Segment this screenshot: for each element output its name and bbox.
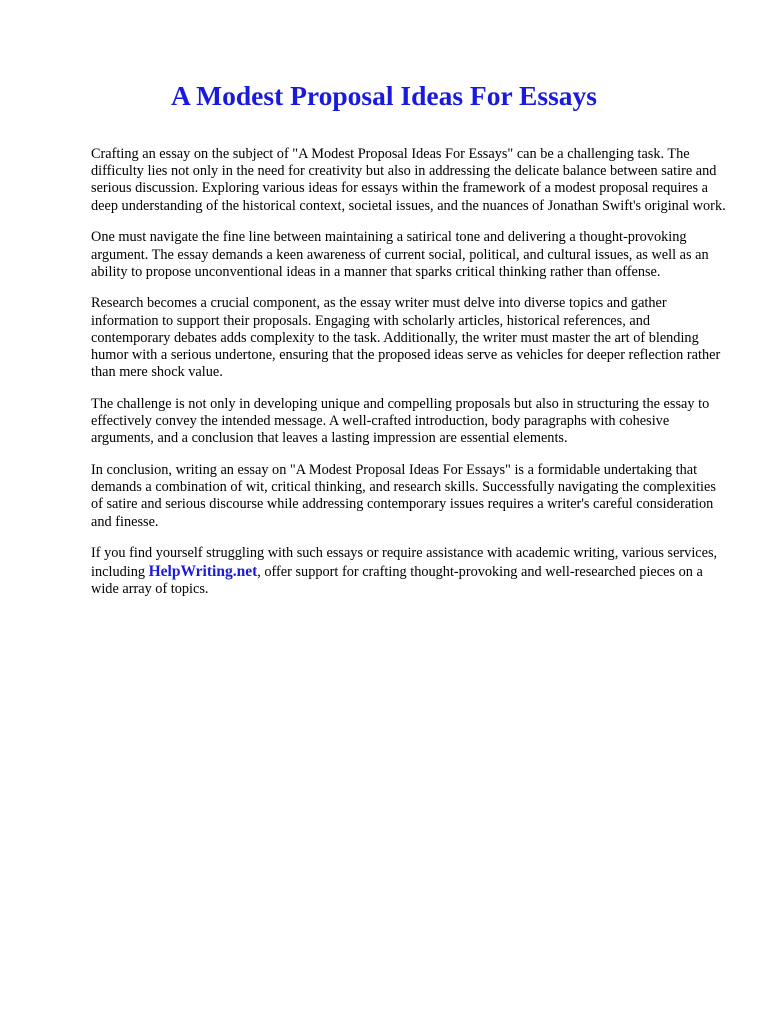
paragraph-2: One must navigate the fine line between maintaining a satirical tone and delivering a thought-provoking argument. The essay demands a keen awareness of current social, political, and cultural issues, as well as an ability to propose unconventional ideas in a manner that sparks critical thinking rather than offense. (91, 229, 709, 280)
paragraph-6 (91, 545, 731, 598)
paragraph-1: Crafting an essay on the subject of "A Modest Proposal Ideas For Essays" can be a challenging task. The difficulty lies not only in the need for creativity but also in addressing the delicate balance between satire and serious discussion. Exploring various ideas for essays within the framework of a modest proposal requires a deep understanding of the historical context, societal issues, and the nuances of Jonathan Swift's original work. (91, 146, 726, 214)
paragraph-5: In conclusion, writing an essay on "A Modest Proposal Ideas For Essays" is a formidable undertaking that demands a combination of wit, critical thinking, and research skills. Successfully navigating the complexities of satire and serious discourse while addressing contemporary issues requires a writer's careful consideration and finesse. (91, 462, 716, 530)
paragraph-6-after-link: , offer support for crafting thought-provoking and well-researched pieces on a wide array of topics. (91, 563, 703, 597)
paragraph-3: Research becomes a crucial component, as the essay writer must delve into diverse topics and gather information to support their proposals. Engaging with scholarly articles, historical references, and contemporary debates adds complexity to the task. Additionally, the writer must master the art of blending humor with a serious undertone, ensuring that the proposed ideas serve as vehicles for deeper reflection rather than mere shock value. (91, 295, 721, 381)
helpwriting-link[interactable]: HelpWriting.net (148, 562, 258, 580)
document-title: A Modest Proposal Ideas For Essays (170, 80, 598, 111)
paragraph-6-before-link: If you find yourself struggling with such essays or require assistance with academic writing, various services, including (91, 545, 718, 580)
paragraph-4: The challenge is not only in developing unique and compelling proposals but also in structuring the essay to effectively convey the intended message. A well-crafted introduction, body paragraphs with cohesive arguments, and a conclusion that leaves a lasting impression are essential elements. (91, 395, 710, 447)
document-body (91, 146, 731, 612)
